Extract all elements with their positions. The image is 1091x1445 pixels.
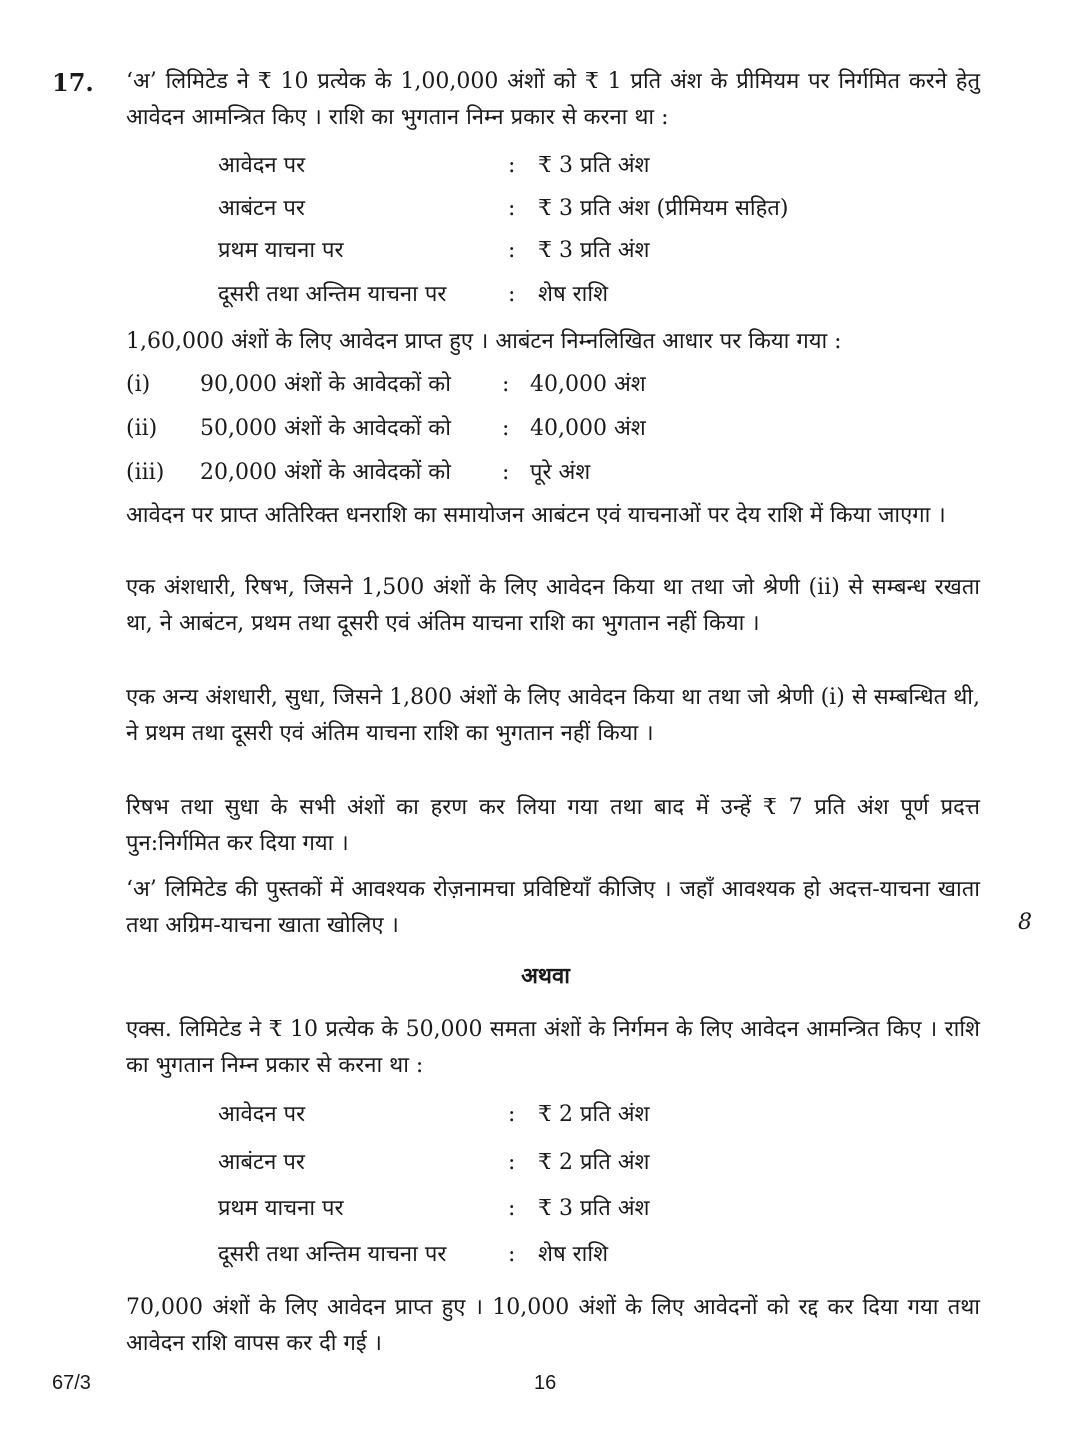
question-intro: ‘अ’ लिमिटेड ने ₹ 10 प्रत्येक के 1,00,000 अंशों को ₹ 1 प्रति अंश के प्रीमियम पर निर्गमित करने हेतु आवेदन आमन्त्रित किए । राशि का भुगतान निम्न प्रकार से करना था : [126, 69, 980, 130]
payment-value: ₹ 3 प्रति अंश [538, 238, 650, 263]
payment-colon: : [508, 1242, 516, 1267]
allotment-value: पूरे अंश [530, 460, 591, 485]
payment-colon: : [508, 1196, 516, 1221]
applications-text: 1,60,000 अंशों के लिए आवेदन प्राप्त हुए । आबंटन निम्नलिखित आधार पर किया गया : [126, 329, 842, 354]
payment-colon: : [508, 238, 516, 263]
allotment-colon: : [502, 460, 510, 485]
payment-label: आबंटन पर [218, 1150, 305, 1175]
allotment-label: 50,000 अंशों के आवेदकों को [200, 416, 451, 441]
question-number: 17. [52, 68, 94, 97]
payment-colon: : [508, 196, 516, 221]
excess-money-text: आवेदन पर प्राप्त अतिरिक्त धनराशि का समायोजन आबंटन एवं याचनाओं पर देय राशि में किया जाएगा । [126, 503, 946, 528]
allotment-colon: : [502, 416, 510, 441]
payment-label: आबंटन पर [218, 196, 305, 221]
payment-value: ₹ 3 प्रति अंश [538, 1196, 650, 1221]
payment-value: ₹ 3 प्रति अंश [538, 153, 650, 178]
allotment-label: 90,000 अंशों के आवेदकों को [200, 372, 451, 397]
payment-label: प्रथम याचना पर [218, 238, 344, 263]
payment-value: ₹ 3 प्रति अंश (प्रीमियम सहित) [538, 196, 789, 221]
or-separator: अथवा [521, 963, 570, 989]
payment-label: आवेदन पर [218, 153, 306, 178]
marks: 8 [1018, 910, 1032, 935]
payment-value: शेष राशि [538, 1242, 609, 1267]
page-number: 16 [534, 1372, 557, 1394]
payment-value: ₹ 2 प्रति अंश [538, 1150, 650, 1175]
allotment-value: 40,000 अंश [530, 416, 646, 441]
payment-label: दूसरी तथा अन्तिम याचना पर [218, 282, 447, 307]
alternate-applications-text: 70,000 अंशों के लिए आवेदन प्राप्त हुए । 10,000 अंशों के लिए आवेदनों को रद्द कर दिया गया तथा आवेदन राशि वापस कर दी गई । [126, 1295, 980, 1356]
payment-value: ₹ 2 प्रति अंश [538, 1102, 650, 1127]
sudha-text: एक अन्य अंशधारी, सुधा, जिसने 1,800 अंशों के लिए आवेदन किया था तथा जो श्रेणी (i) से सम्बन्धित थी, ने प्रथम तथा दूसरी एवं अंतिम याचना राशि का भुगतान नहीं किया । [126, 685, 980, 746]
forfeiture-text: रिषभ तथा सुधा के सभी अंशों का हरण कर लिया गया तथा बाद में उन्हें ₹ 7 प्रति अंश पूर्ण प्रदत्त पुन:निर्गमित कर दिया गया । [126, 795, 980, 856]
payment-colon: : [508, 1102, 516, 1127]
payment-colon: : [508, 1150, 516, 1175]
rishabh-text: एक अंशधारी, रिषभ, जिसने 1,500 अंशों के लिए आवेदन किया था तथा जो श्रेणी (ii) से सम्बन्ध रखता था, ने आबंटन, प्रथम तथा दूसरी एवं अंतिम याचना राशि का भुगतान नहीं किया । [126, 575, 980, 636]
payment-label: प्रथम याचना पर [218, 1196, 344, 1221]
task-text: ‘अ’ लिमिटेड की पुस्तकों में आवश्यक रोज़नामचा प्रविष्टियाँ कीजिए । जहाँ आवश्यक हो अदत्त-याचना खाता तथा अग्रिम-याचना खाता खोलिए । [126, 877, 980, 938]
payment-value: शेष राशि [538, 282, 609, 307]
payment-label: आवेदन पर [218, 1102, 306, 1127]
paper-code: 67/3 [52, 1372, 91, 1394]
allotment-number: (ii) [126, 416, 158, 441]
payment-colon: : [508, 153, 516, 178]
payment-colon: : [508, 282, 516, 307]
payment-label: दूसरी तथा अन्तिम याचना पर [218, 1242, 447, 1267]
allotment-value: 40,000 अंश [530, 372, 646, 397]
allotment-number: (i) [126, 372, 151, 397]
allotment-number: (iii) [126, 460, 165, 485]
allotment-label: 20,000 अंशों के आवेदकों को [200, 460, 451, 485]
alternate-intro: एक्स. लिमिटेड ने ₹ 10 प्रत्येक के 50,000 समता अंशों के निर्गमन के लिए आवेदन आमन्त्रित किए । राशि का भुगतान निम्न प्रकार से करना था : [126, 1017, 980, 1078]
allotment-colon: : [502, 372, 510, 397]
